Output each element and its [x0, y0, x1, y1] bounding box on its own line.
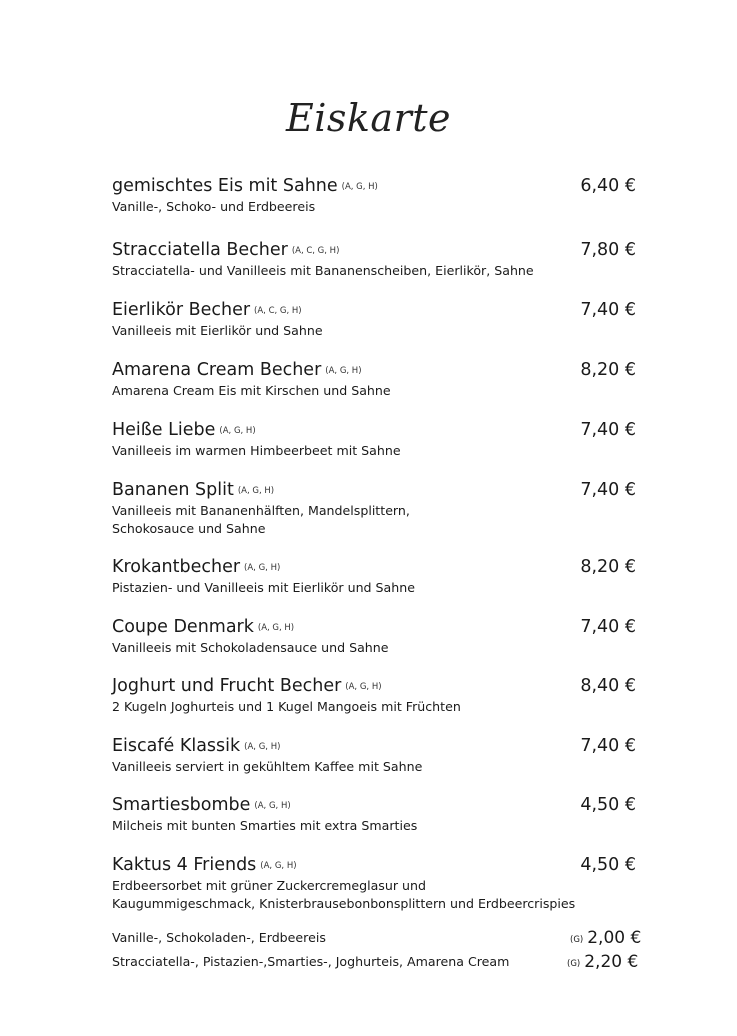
- item-name: gemischtes Eis mit Sahne: [112, 176, 338, 196]
- menu-item: [112, 358, 672, 400]
- item-name: Eierlikör Becher: [112, 300, 251, 320]
- item-name: Stracciatella Becher: [112, 240, 288, 260]
- item-allergens: (A, G, H): [254, 801, 291, 811]
- item-allergens: (A, G, H): [244, 563, 281, 573]
- scoop-price-value: 2,20 €: [584, 952, 639, 972]
- scoop-row: [112, 926, 672, 950]
- item-allergens: (A, G, H): [325, 366, 362, 376]
- scoop-label: Stracciatella-, Pistazien-,Smarties-, Joghurteis, Amarena Cream: [112, 954, 510, 969]
- item-name: Kaktus 4 Friends: [112, 855, 257, 875]
- item-description: Vanille-, Schoko- und Erdbeereis: [112, 199, 316, 214]
- item-description: Vanilleeis mit Eierlikör und Sahne: [112, 323, 323, 338]
- item-description: Vanilleeis mit Schokoladensauce und Sahne: [112, 640, 389, 655]
- item-name: Heiße Liebe: [112, 420, 216, 440]
- menu-item: [112, 615, 672, 657]
- item-price: 7,40 €: [580, 420, 636, 440]
- item-description: Amarena Cream Eis mit Kirschen und Sahne: [112, 383, 391, 398]
- scoop-price: [570, 926, 641, 952]
- menu-title: Eiskarte: [286, 96, 451, 140]
- item-price: 8,20 €: [580, 360, 636, 380]
- item-name: Krokantbecher: [112, 557, 241, 577]
- item-price: 7,80 €: [580, 240, 636, 260]
- item-description: Milcheis mit bunten Smarties mit extra Smarties: [112, 818, 418, 833]
- item-price: 8,20 €: [580, 557, 636, 577]
- item-allergens: (A, G, H): [219, 426, 256, 436]
- menu-item: [112, 478, 672, 538]
- item-allergens: (A, G, H): [257, 623, 295, 633]
- scoop-row: [112, 950, 672, 974]
- item-name: Coupe Denmark: [112, 617, 254, 637]
- item-allergens: (A, C, G, H): [291, 246, 340, 256]
- item-description: Vanilleeis serviert in gekühltem Kaffee mit Sahne: [112, 759, 423, 774]
- menu-item: [112, 734, 672, 776]
- item-allergens: (A, G, H): [341, 182, 378, 192]
- scoop-price: [567, 950, 638, 976]
- item-description: Vanilleeis mit Bananenhälften, Mandelsplittern, Schokosauce und Sahne: [112, 503, 410, 536]
- item-allergens: (A, C, G, H): [254, 306, 302, 316]
- menu-item: [112, 555, 672, 597]
- item-description: Stracciatella- und Vanilleeis mit Bananenscheiben, Eierlikör, Sahne: [112, 263, 534, 278]
- item-description: Vanilleeis im warmen Himbeerbeet mit Sahne: [112, 443, 401, 458]
- menu-item: [112, 298, 672, 340]
- item-name: Joghurt und Frucht Becher: [112, 676, 342, 696]
- item-name: Smartiesbombe: [112, 795, 251, 815]
- scoop-allergens: (G): [567, 959, 581, 969]
- scoop-allergens: (G): [570, 935, 584, 945]
- item-price: 4,50 €: [580, 855, 636, 875]
- item-name: Eiscafé Klassik: [112, 736, 241, 756]
- ice-cream-menu-list: [112, 174, 672, 913]
- item-price: 4,50 €: [580, 795, 636, 815]
- item-allergens: (A, G, H): [260, 861, 297, 871]
- item-price: 6,40 €: [580, 176, 636, 196]
- scoop-price-list: [112, 926, 672, 974]
- item-allergens: (A, G, H): [237, 486, 275, 496]
- item-allergens: (A, G, H): [244, 742, 281, 752]
- item-price: 8,40 €: [580, 676, 636, 696]
- item-price: 7,40 €: [580, 480, 636, 500]
- scoop-price-value: 2,00 €: [587, 928, 642, 948]
- item-price: 7,40 €: [580, 736, 636, 756]
- menu-item: [112, 174, 672, 216]
- item-price: 7,40 €: [580, 300, 636, 320]
- scoop-label: Vanille-, Schokoladen-, Erdbeereis: [112, 930, 326, 945]
- item-description: 2 Kugeln Joghurteis und 1 Kugel Mangoeis mit Früchten: [112, 699, 461, 714]
- item-description: Pistazien- und Vanilleeis mit Eierlikör und Sahne: [112, 580, 415, 595]
- menu-item: [112, 674, 672, 716]
- item-description: Erdbeersorbet mit grüner Zuckercremeglasur und Kaugummigeschmack, Knisterbrausebonbonsplittern und Erdbeercrispies: [112, 878, 576, 911]
- item-name: Amarena Cream Becher: [112, 360, 322, 380]
- item-allergens: (A, G, H): [345, 682, 382, 692]
- item-price: 7,40 €: [580, 617, 636, 637]
- menu-item: [112, 793, 672, 835]
- menu-item: [112, 418, 672, 460]
- menu-item: [112, 238, 672, 280]
- item-name: Bananen Split: [112, 480, 234, 500]
- menu-item: [112, 853, 672, 913]
